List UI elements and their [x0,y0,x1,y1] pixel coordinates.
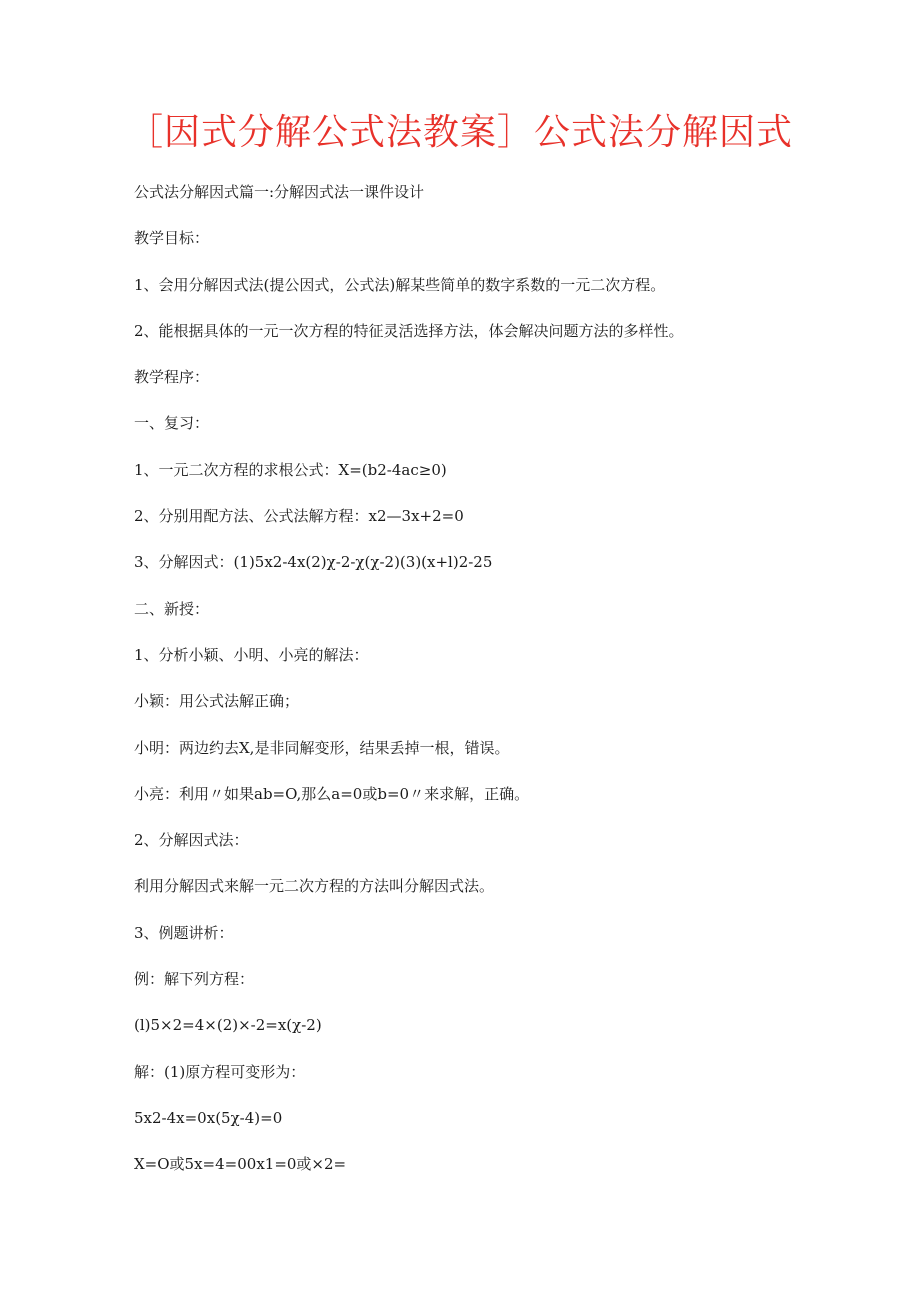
body-line: 公式法分解因式篇一:分解因式法一课件设计 [134,183,425,201]
body-line: 3、例题讲析： [134,923,234,942]
body-line: 解：(1)原方程可变形为： [134,1062,306,1081]
body-line: 教学程序： [134,368,210,387]
body-line: 2、分别用配方法、公式法解方程：x2—3x+2=0 [134,507,464,526]
body-line: 5x2-4x=0x(5χ-4)=0 [134,1108,283,1127]
body-line: 小明：两边约去X,是非同解变形，结果丢掉一根，错误。 [134,738,510,757]
body-line: 教学目标： [134,229,210,248]
body-line: 1、一元二次方程的求根公式：X=(b2-4ac≥0) [134,460,447,479]
body-line: 小颖：用公式法解正确； [134,692,300,711]
document-body [134,178,834,1197]
body-line: 一、复习： [134,414,210,433]
body-line: 小亮：利用〃如果ab=O,那么a=0或b=0〃来求解，正确。 [134,784,530,803]
body-line: 2、能根据具体的一元一次方程的特征灵活选择方法，体会解决问题方法的多样性。 [134,321,684,340]
body-line: 二、新授： [134,599,210,618]
body-line: (l)5×2=4×(2)×-2=x(χ-2) [134,1016,322,1035]
body-line: 2、分解因式法： [134,831,249,850]
body-line: 1、分析小颖、小明、小亮的解法： [134,645,369,664]
body-line: 3、分解因式：(1)5x2-4x(2)χ-2-χ(χ-2)(3)(x+l)2-25 [134,553,493,572]
body-line: X=O或5x=4=00x1=0或×2= [134,1155,347,1174]
body-line: 例：解下列方程： [134,970,255,989]
body-line: 1、会用分解因式法(提公因式，公式法)解某些简单的数字系数的一元二次方程。 [134,275,666,294]
document-title: ［因式分解公式法教案］公式法分解因式 [126,112,793,153]
body-line: 利用分解因式来解一元二次方程的方法叫分解因式法。 [134,877,495,896]
